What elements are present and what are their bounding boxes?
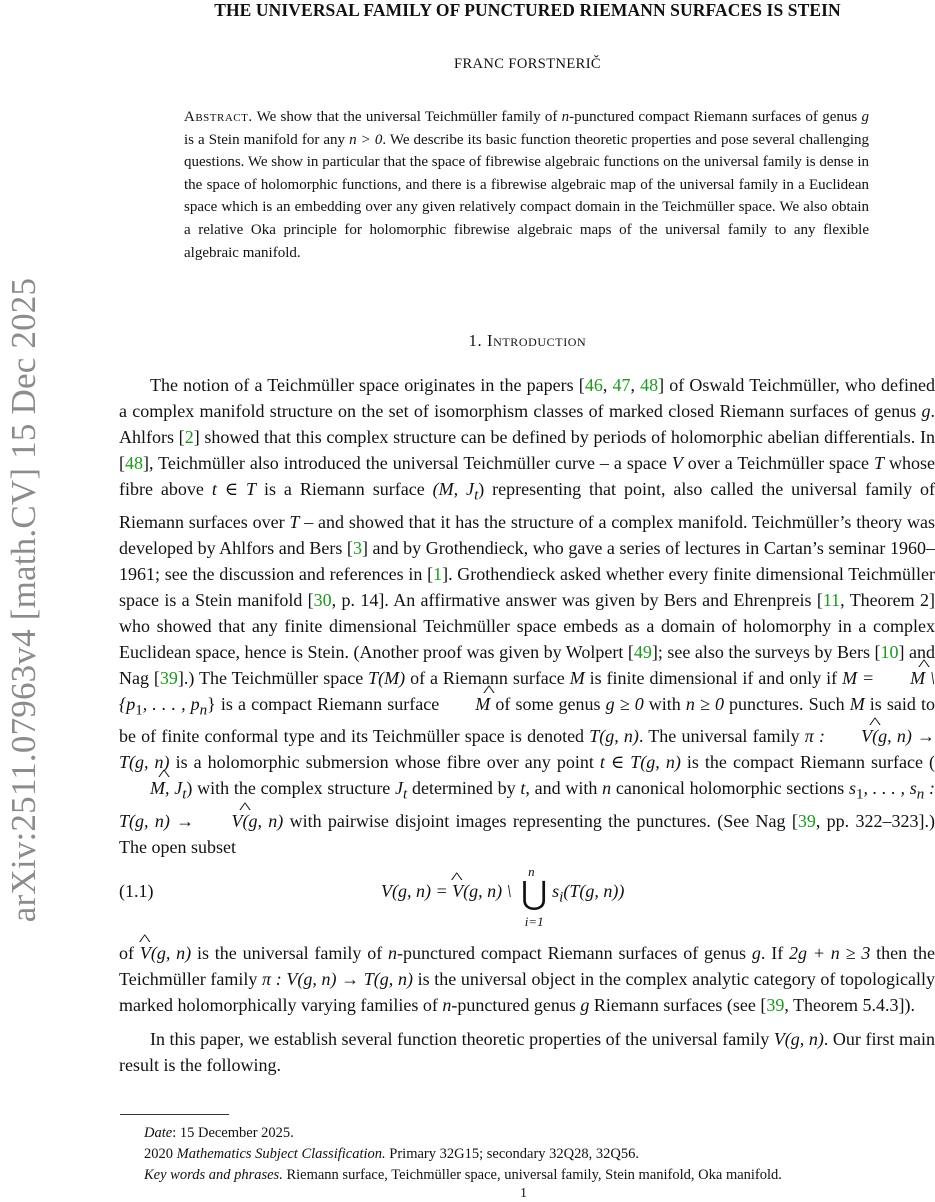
- math: π :: [804, 726, 831, 747]
- text: is a holomorphic submersion whose fibre over any point: [169, 752, 600, 773]
- text: of some genus: [490, 693, 606, 714]
- footnote-year: 2020: [144, 1146, 177, 1162]
- math: T(g, n): [589, 726, 639, 747]
- author-name: FRANC FORSTNERIČ: [453, 56, 601, 72]
- text: determined by: [407, 778, 521, 799]
- math: , . . . , s: [863, 778, 917, 799]
- text: with: [643, 693, 686, 714]
- math: i=1: [524, 913, 544, 929]
- math: 1: [135, 702, 143, 719]
- math-hat: ^ M: [444, 691, 490, 717]
- abstract: [184, 106, 869, 264]
- math: 1: [856, 786, 864, 803]
- math: s: [552, 880, 560, 901]
- text: , pp. 322–323].) The open subset: [119, 810, 935, 857]
- citation-link[interactable]: 46: [584, 375, 603, 395]
- paper-title: THE UNIVERSAL FAMILY OF PUNCTURED RIEMANN SURFACES IS STEIN: [214, 0, 841, 20]
- abstract-text: is a Stein manifold for any: [184, 131, 350, 148]
- math: g: [921, 401, 931, 421]
- equation-expression: [381, 863, 625, 929]
- math-hat: ^ V: [452, 878, 463, 904]
- math: (T(g, n)): [563, 880, 625, 901]
- body-text: [119, 372, 935, 1078]
- math-hat: ^ V: [200, 808, 242, 834]
- math: π : V(g, n) → T(g, n): [262, 968, 413, 989]
- math: (g, n): [150, 942, 192, 963]
- footnote-keywords: [144, 1166, 924, 1185]
- text: over a Teichmüller space: [682, 453, 874, 473]
- abstract-math: g: [861, 109, 869, 125]
- after-equation-paragraph: [119, 940, 935, 1018]
- math: n: [199, 702, 208, 719]
- math: n: [602, 778, 612, 799]
- math: (M, J: [432, 479, 475, 499]
- text: ) with the complex structure: [186, 778, 396, 799]
- footnote-msc: [144, 1145, 924, 1164]
- section-heading: 1. Introduction: [468, 331, 587, 350]
- text: . Our first main result is the following.: [119, 1028, 935, 1075]
- citation-link[interactable]: 1: [433, 563, 443, 584]
- math: T(M): [368, 667, 406, 688]
- footnote-label: Key words and phrases.: [144, 1167, 283, 1183]
- text: punctures. Such: [723, 693, 850, 714]
- text: ], Teichmüller also introduced the universal Teichmüller curve – a space: [143, 453, 672, 473]
- footnote-label: Date: [144, 1125, 173, 1141]
- text: In this paper, we establish several function theoretic properties of the universal family: [150, 1028, 774, 1049]
- math-hat: ^ V: [830, 723, 872, 749]
- display-equation: [119, 864, 935, 938]
- citation-link[interactable]: 10: [880, 641, 899, 662]
- math: i: [559, 889, 564, 906]
- text: , Theorem 2] who showed that any finite dimensional Teichmüller space embeds as a domain of holomorphy in a complex Euclidean space, hence is Stein. (Another proof was given by Wolpert [: [119, 589, 935, 662]
- math: M: [569, 667, 585, 688]
- citation-link[interactable]: 49: [633, 641, 652, 662]
- footnote-value: Primary 32G15; secondary 32Q28, 32Q56.: [385, 1146, 639, 1162]
- text: canonical holomorphic sections: [611, 778, 850, 799]
- math: t: [474, 487, 479, 504]
- citation-link[interactable]: 39: [159, 667, 178, 688]
- math: g: [580, 994, 590, 1015]
- math-hat: ^ V: [140, 940, 151, 966]
- text: representing that point, also called the universal family of Riemann surfaces over: [119, 479, 935, 532]
- text: . The universal family: [638, 726, 805, 747]
- text: – and showed that it has the structure of a complex manifold. Teichmüller’s theory was developed by Ahlfors and Bers [: [119, 511, 935, 558]
- text: ] and Nag [: [119, 641, 935, 688]
- footnote-rule: [120, 1114, 229, 1115]
- text: is the compact Riemann surface: [680, 752, 930, 773]
- math: (g, n) → T(g, n): [119, 726, 935, 773]
- math: n: [528, 863, 535, 879]
- math: g: [751, 942, 761, 963]
- text: . If: [760, 942, 790, 963]
- text: -punctured genus: [451, 994, 581, 1015]
- text: then the Teichmüller family: [119, 942, 935, 989]
- text: ] of Oswald Teichmüller, who defined a complex manifold structure on the set of isomorphism classes of marked closed Riemann surfaces of genus: [119, 375, 935, 421]
- text: , Theorem 5.4.3]).: [784, 994, 915, 1015]
- math: M: [849, 693, 865, 714]
- page-number: 1: [520, 1186, 527, 1201]
- math: , J: [165, 778, 183, 799]
- text: of: [119, 942, 140, 963]
- abstract-text: -punctured compact Riemann surfaces of genus: [569, 109, 862, 125]
- citation-link[interactable]: 47: [612, 375, 631, 395]
- equation-number: (1.1): [119, 880, 154, 901]
- abstract-math: n: [561, 109, 570, 125]
- text: whose fibre above: [119, 453, 935, 499]
- math: , . . . , p: [142, 693, 200, 714]
- citation-link[interactable]: 48: [640, 375, 659, 395]
- text: is the universal object in the complex analytic category of topologically marked holomorphically varying families of: [119, 968, 935, 1015]
- citation-link[interactable]: 2: [184, 427, 194, 447]
- abstract-text: . We describe its basic function theoretic properties and pose several challenging questions. We show in particular that the space of fibrewise algebraic functions on the universal family is dense in the space of holomorphic functions, and there is a fibrewise algebraic map of the universal family in a Euclidean space which is an embedding over any given relatively compact domain in the Teichmüller space. We also obtain a relative Oka principle for holomorphic fibrewise algebraic maps of the universal family to any flexible algebraic manifold.: [184, 131, 869, 261]
- math: t: [403, 786, 408, 803]
- footnote-value: : 15 December 2025.: [172, 1125, 294, 1141]
- math: s: [849, 778, 857, 799]
- math-hat: ^ M: [879, 665, 925, 691]
- footnote-label: Mathematics Subject Classification.: [176, 1146, 386, 1162]
- text: is finite dimensional if and only if: [584, 667, 843, 688]
- math: \ {p: [119, 667, 935, 714]
- math: }: [207, 693, 216, 714]
- citation-link[interactable]: 48: [125, 453, 143, 473]
- text: , and with: [525, 778, 603, 799]
- math-hat: ^ M: [119, 775, 165, 801]
- text: is the universal family of: [191, 942, 389, 963]
- text: , p. 14]. An affirmative answer was given by Bers and Ehrenpreis [: [331, 589, 823, 610]
- text: of a Riemann surface: [405, 667, 570, 688]
- text: ] and by Grothendieck, who gave a series of lectures in Cartan’s seminar 1960–1961; see the discussion and references in [: [119, 537, 935, 584]
- math: n ≥ 0: [685, 693, 724, 714]
- math: : T(g, n) →: [119, 778, 935, 831]
- math: T: [289, 511, 300, 532]
- text: is a Riemann surface: [256, 479, 433, 499]
- math: n: [916, 786, 925, 803]
- text: is a compact Riemann surface: [215, 693, 445, 714]
- citation-link[interactable]: 39: [766, 994, 785, 1015]
- math: J: [395, 778, 404, 799]
- text: is said to be of finite conformal type and its Teichmüller space is denoted: [119, 693, 935, 747]
- text: -punctured compact Riemann surfaces of genus: [397, 942, 752, 963]
- text: ]; see also the surveys by Bers [: [651, 641, 881, 662]
- math: M =: [842, 667, 880, 688]
- text: ]. Grothendieck asked whether every finite dimensional Teichmüller space is a Stein manifold [: [119, 563, 935, 610]
- math: V(g, n) =: [381, 880, 453, 901]
- abstract-math: n > 0: [349, 131, 383, 148]
- math: t: [520, 778, 526, 799]
- math: (g, n) \: [463, 880, 517, 901]
- text: . Ahlfors [: [119, 401, 935, 447]
- arxiv-stamp: arXiv:2511.07963v4 [math.CV] 15 Dec 2025: [4, 277, 43, 923]
- footnote-value: Riemann surface, Teichmüller space, universal family, Stein manifold, Oka manifold.: [282, 1167, 782, 1183]
- citation-link[interactable]: 30: [313, 589, 332, 610]
- math: t ∈ T: [211, 479, 257, 499]
- text: with pairwise disjoint images representing the punctures. (See Nag [: [283, 810, 798, 831]
- math: V: [671, 453, 683, 473]
- math: (g, n): [242, 810, 284, 831]
- intro-paragraph: The notion of a Teichmüller space originates in the papers [46, 47, 48] of Oswald Teichmüller, who defined a complex manifold structure on the set of isomorphism classes of marked closed Riemann surfaces of genus g. Ahlfors [2] showed that this complex structure can be defined by periods of holomorphic abelian differentials. In [48], Teichmüller also introduced the universal Teichmüller curve – a space V over a Teichmüller space T whose fibre above t ∈ T is a Riemann surface (M, $J_t$) representing that point, also called the universal family of Riemann surfaces over T – and showed that it has the structure of a complex manifold. Teichmüller’s theory was developed by Ahlfors and Bers [3] and by Grothendieck, who gave a series of lectures in Cartan’s seminar 1960–1961; see the discussion and references in [1]. Grothendieck asked whether every finite dimensional Teichmüller space is a Stein manifold [30, p. 14]. An affirmative answer was given by Bers and Ehrenpreis [11, Theorem 2] who showed that any finite dimensional Teichmüller space embeds as a domain of holomorphy in a complex Euclidean space, hence is Stein. (Another proof was given by Wolpert [49]; see also the surveys by Bers [10] and Nag [39].) The Teichmüller space T(M) of a Riemann surface M is finite dimensional if and only if M = ^ M \ {$p_1$, . . . , $p_n$} is a compact Riemann surface ^ M of some genus g ≥ 0 with n ≥ 0 punctures. Such M is said to be of finite conformal type and its Teichmüller space is denoted T(g, n). The universal family π : ^ V(g, n) → T(g, n) is a holomorphic submersion whose fibre over any point t ∈ T(g, n) is the compact Riemann surface (^ M, $J_t$) with the complex structure $J_t$ determined by t, and with n canonical holomorphic sections $s_1$, . . . , $s_n$ : T(g, n) → ^ V(g, n) with pairwise disjoint images representing the punctures. (See Nag [39, pp. 322–323].) The open subset: [119, 372, 935, 860]
- second-paragraph: [119, 1026, 935, 1078]
- citation-link[interactable]: 3: [352, 537, 362, 558]
- text: ] showed that this complex structure can be defined by periods of holomorphic abelian differentials. In [: [119, 427, 935, 473]
- footnote-date: [144, 1124, 924, 1143]
- text: Riemann surfaces (see [: [589, 994, 767, 1015]
- math: V(g, n): [773, 1028, 824, 1049]
- citation-link[interactable]: 11: [822, 589, 841, 610]
- math: n: [388, 942, 398, 963]
- text: ].) The Teichmüller space: [177, 667, 369, 688]
- abstract-text: We show that the universal Teichmüller family of: [252, 109, 562, 125]
- citation-link[interactable]: 39: [797, 810, 816, 831]
- math: t ∈ T(g, n): [599, 752, 681, 773]
- math: g ≥ 0: [605, 693, 644, 714]
- math: t: [182, 786, 187, 803]
- abstract-heading: Abstract.: [184, 109, 253, 125]
- text: The notion of a Teichmüller space originates in the papers [: [150, 375, 585, 395]
- math: 2g + n ≥ 3: [789, 942, 871, 963]
- math: T: [874, 453, 885, 473]
- big-union-icon: n ⋃ i=1: [516, 879, 552, 907]
- math: (: [929, 752, 935, 773]
- math: n: [442, 994, 452, 1015]
